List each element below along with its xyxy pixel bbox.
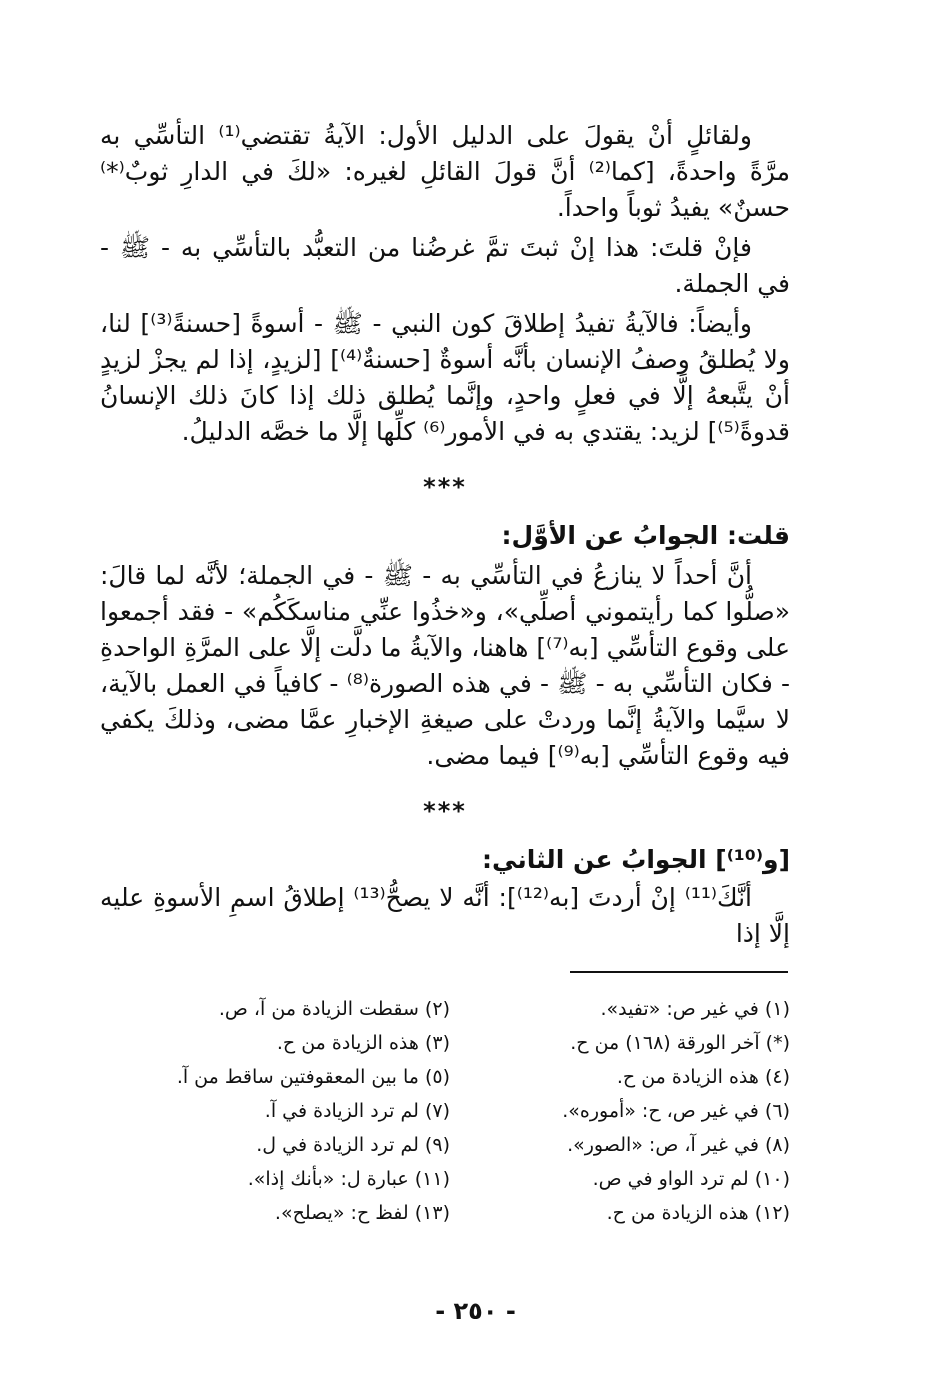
paragraph-objection-reply: فإنْ قلتَ: هذا إنْ ثبتَ تمَّ غرضُنا من التعبُّد بالتأسِّي به - ﷺ - في الجملة. [100,233,790,298]
footnote-row [176,1066,790,1100]
footnote: (١) في غير ص: «تفيد». [600,998,790,1020]
paragraph-objection-second: وأيضاً: فالآيةُ تفيدُ إطلاقَ كون النبي - ﷺ - أسوةً [حسنةً⁽³⁾] لنا، ولا يُطلقُ وصفُ الإنسان بأنَّه أسوةٌ [حسنةٌ⁽⁴⁾] [لزيدٍ، إذا لم يجزْ لزيدٍ أنْ يتَّبعهُ إلَّا في فعلٍ واحدٍ، وإنَّما يُطلق ذلك إذا كانَ ذلك الإنسانُ قدوةً⁽⁵⁾] لزيد: يقتدي به في الأمور⁽⁶⁾ كلِّها إلَّا ما خصَّه الدليلُ. [100,309,790,446]
page-number: - ٢٥٠ - [435,1297,516,1325]
section-separator: *** [423,473,467,501]
heading-second-answer: [و⁽¹⁰⁾] الجوابُ عن الثاني: [482,845,790,874]
footnote: (١٣) لفظ ح: «يصلح». [274,1202,450,1224]
footnote: (٩) لم ترد الزيادة في ل. [256,1134,450,1156]
footnote-row [185,1134,790,1168]
footnote: (١٠) لم ترد الواو في ص. [592,1168,790,1190]
paragraph-first-answer: أنَّ أحداً لا ينازعُ في التأسِّي به - ﷺ - في الجملة؛ لأنَّه لما قالَ: «صلُّوا كما رأيتموني أصلِّي»، و«خذُوا عنِّي مناسكَكُم» - فقد أجمعوا على وقوع التأسِّي [به⁽⁷⁾] هاهنا، والآيةُ ما دلَّت إلَّا على المرَّةِ الواحدةِ - فكان التأسِّي به - ﷺ - في هذه الصورة⁽⁸⁾ - كافياً في العمل بالآية، لا سيَّما والآيةُ إنَّما وردتْ على صيغةِ الإخبارِ عمَّا مضى، وذلكَ يكفي فيه وقوع التأسِّي [به⁽⁹⁾] فيما مضى. [100,561,790,770]
footnote: (٧) لم ترد الزيادة في آ. [264,1100,450,1122]
footnote: (٢) سقطت الزيادة من آ، ص. [218,998,450,1020]
footnote: (٦) في غير ص، ح: «أموره». [562,1100,790,1122]
section-separator: *** [423,797,467,825]
footnote-row [185,998,790,1032]
footnote-row [185,1032,790,1066]
footnote-row [185,1202,790,1236]
heading-first-answer: قلت: الجوابُ عن الأوَّل: [501,521,790,550]
footnote-row [185,1168,790,1202]
footnotes [176,998,790,1236]
footnote-row [185,1100,790,1134]
footnote: (٤) هذه الزيادة من ح. [616,1066,790,1088]
footnote: (*) آخر الورقة (١٦٨) من ح. [570,1032,790,1054]
paragraph-objection-intro: ولقائلٍ أنْ يقولَ على الدليل الأول: الآيةُ تقتضي⁽¹⁾ التأسِّي به مرَّةً واحدةً، [كما⁽²⁾ أنَّ قولَ القائلِ لغيره: «لكَ في الدارِ ثوبٌ⁽*⁾ حسنٌ» يفيدُ ثوباً واحداً. [100,121,790,222]
footnote: (٥) ما بين المعقوفتين ساقط من آ. [176,1066,450,1088]
main-text [100,118,790,952]
paragraph-second-answer: أنَّكَ⁽¹¹⁾ إنْ أردتَ [به⁽¹²⁾]: أنَّه لا يصحُّ⁽¹³⁾ إطلاقُ اسمِ الأسوةِ عليه إلَّا إذا [100,883,790,948]
footnote: (١٢) هذه الزيادة من ح. [606,1202,790,1224]
footnote: (٨) في غير آ، ص: «الصور». [567,1134,790,1156]
footnote: (١١) عبارة ل: «بأنك إذا». [247,1168,450,1190]
footnote-divider [570,971,788,973]
footnote: (٣) هذه الزيادة من ح. [276,1032,450,1054]
